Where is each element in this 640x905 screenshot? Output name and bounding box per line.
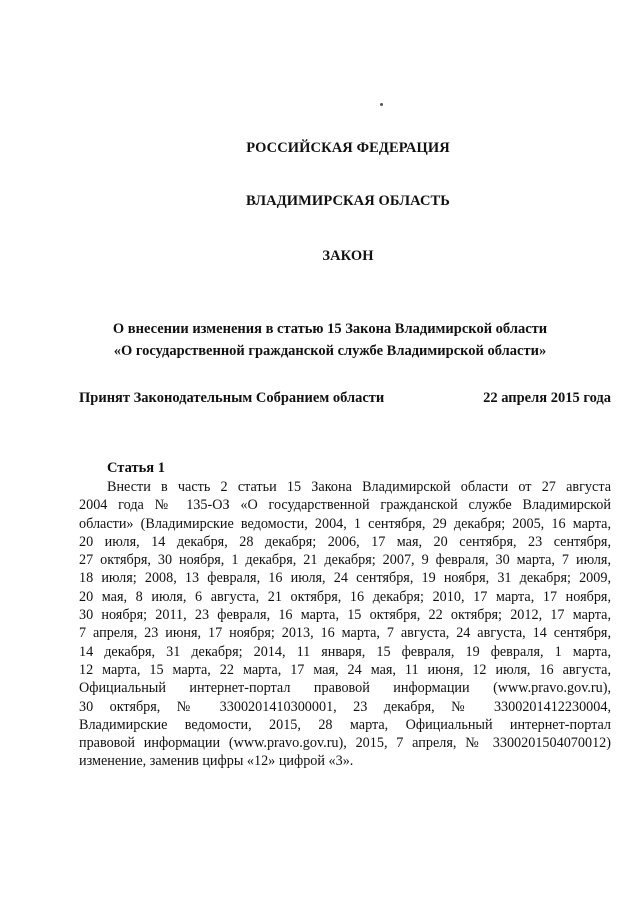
scan-speck — [380, 103, 383, 106]
article-line: 18 июля; 2008, 13 февраля, 16 июля, 24 сентября, 19 ноября, 31 декабря; 2009, — [79, 570, 611, 587]
subject-line-1: О внесении изменения в статью 15 Закона Владимирской области — [112, 321, 548, 337]
article-line: 30 октября, № 3300201410300001, 23 декабря, № 3300201412230004, — [79, 698, 611, 715]
article-line: 20 мая, 8 июля, 6 августа, 21 октября, 16 декабря; 2010, 17 марта, 17 ноября, — [79, 588, 611, 605]
article-line: 20 июля, 14 декабря, 28 декабря; 2006, 17 мая, 20 сентября, 23 сентября, — [79, 533, 611, 550]
article-line: 7 апреля, 23 июня, 17 ноября; 2013, 16 марта, 7 августа, 24 августа, 14 сентября, — [79, 625, 611, 642]
article-line: правовой информации (www.pravo.gov.ru), 2015, 7 апреля, № 3300201504070012) — [79, 735, 611, 752]
article-line: 14 декабря, 31 декабря; 2014, 11 января, 15 февраля, 19 февраля, 1 марта, — [79, 643, 611, 660]
subject-line-2: «О государственной гражданской службе Владимирской области» — [113, 343, 547, 359]
document-type-heading: ЗАКОН — [322, 248, 374, 264]
article-line: Владимирские ведомости, 2015, 28 марта, Официальный интернет-портал — [79, 716, 611, 733]
article-line: Внести в часть 2 статьи 15 Закона Владимирской области от 27 августа — [107, 479, 611, 495]
article-1-title: Статья 1 — [107, 460, 165, 476]
article-line: 30 ноября; 2011, 23 февраля, 16 марта, 15 октября, 22 октября; 2012, 17 марта, — [79, 607, 611, 624]
adoption-date: 22 апреля 2015 года — [483, 390, 611, 406]
article-1-body — [79, 478, 611, 771]
article-line: 12 марта, 15 марта, 22 марта, 17 мая, 24 мая, 11 июня, 12 июля, 16 августа, — [79, 661, 611, 678]
country-heading: РОССИЙСКАЯ ФЕДЕРАЦИЯ — [246, 140, 450, 156]
article-line: изменение, заменив цифры «12» цифрой «3». — [79, 753, 354, 770]
article-line: 2004 года № 135-ОЗ «О государственной гражданской службе Владимирской — [79, 497, 611, 514]
adopting-body: Принят Законодательным Собранием области — [79, 390, 385, 406]
article-line: Официальный интернет-портал правовой информации (www.pravo.gov.ru), — [79, 680, 611, 697]
law-subject — [60, 318, 600, 362]
region-heading: ВЛАДИМИРСКАЯ ОБЛАСТЬ — [246, 193, 450, 209]
article-line: области» (Владимирские ведомости, 2004, 1 сентября, 29 декабря; 2005, 16 марта, — [79, 515, 611, 532]
article-line: 27 октября, 30 ноября, 1 декабря, 21 декабря; 2007, 9 февраля, 30 марта, 7 июля, — [79, 552, 611, 569]
